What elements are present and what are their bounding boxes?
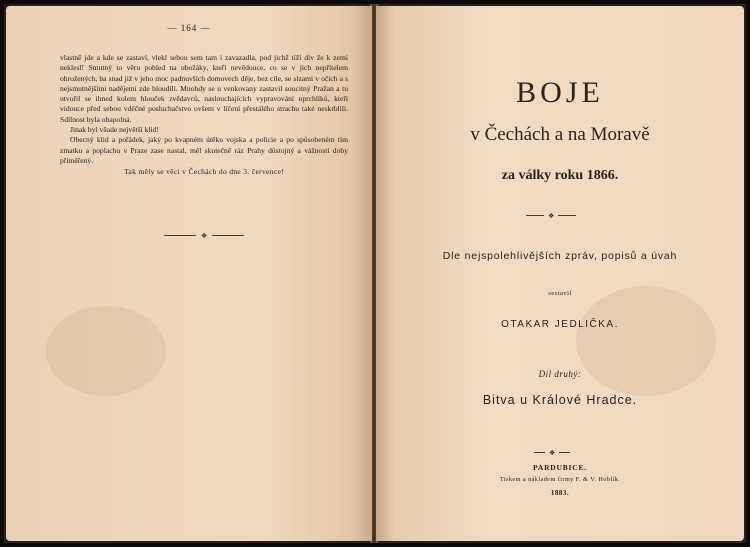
- war-subtitle: za války roku 1866.: [501, 168, 619, 183]
- ornament-divider: [534, 449, 570, 457]
- sources-line: Dle nejspolehlivějších zpráv, popisů a úvah: [442, 250, 678, 262]
- imprint-place: PARDUBICE.: [533, 463, 587, 472]
- author-name: OTAKAR JEDLIČKA.: [501, 319, 619, 330]
- imprint-printer: Tiskem a nákladem firmy F. & V. Hoblík.: [499, 476, 621, 483]
- book-spread: [4, 4, 746, 543]
- ornament-divider: [164, 232, 244, 240]
- ornament-icon: ❖: [549, 449, 556, 457]
- paragraph: Obecný klid a pořádek, jaký po kvapném útěku vojska a policie a po spůsobeném tím zmatku a poplachu v Praze zase nastal, měl skutečně ráz Prahy důstojný a vážnosti doby přiměřený.: [60, 135, 348, 165]
- body-text: [60, 53, 348, 178]
- book-subtitle: v Čechách a na Moravě: [470, 124, 650, 145]
- right-page: [376, 6, 744, 541]
- paragraph: Jinak byl všude největší klid!: [70, 125, 160, 135]
- page-number: — 164 —: [167, 23, 211, 33]
- paragraph: vlastně jde a kde se zastaví, vlekl sebou sem tam i zavazadla, pod jichž tíží div že k zemi neklesl! Smutný to věru pohled na ubožáky, kteří nevědouce, co se v jich nepřítelem ohrožených, ba snad již v jeho moc padnuvších domovech děje, bez cíle, se slzami v očích a s nejsmutnějšími nadějemi zde bloudili. Mnohdy se u venkovany zastavil soucitný Pražan a tu utvořil se ihned kolem hlouček zvědavců, naslouchajících vypravování uprchlíků, kteří vidouce před sebou vděčné posluchačstvo ovšem v líčení přestálého strachu také neskrblili. Sdílnost byla obapolná.: [60, 53, 348, 124]
- compiled-by: sestavil: [548, 290, 572, 297]
- closing-line: Tak měly se věci v Čechách do dne 3. července!: [123, 167, 284, 177]
- ornament-icon: ❖: [548, 212, 555, 220]
- part-title: Bitva u Králové Hradce.: [482, 393, 638, 407]
- paper-stain: [46, 306, 166, 396]
- left-page: [6, 6, 372, 541]
- part-label: Díl druhý:: [538, 369, 582, 379]
- paper-stain: [576, 286, 716, 396]
- imprint-year: 1883.: [550, 489, 570, 497]
- ornament-icon: ❖: [201, 232, 208, 240]
- ornament-divider: [526, 212, 576, 220]
- book-title: BOJE: [516, 76, 604, 109]
